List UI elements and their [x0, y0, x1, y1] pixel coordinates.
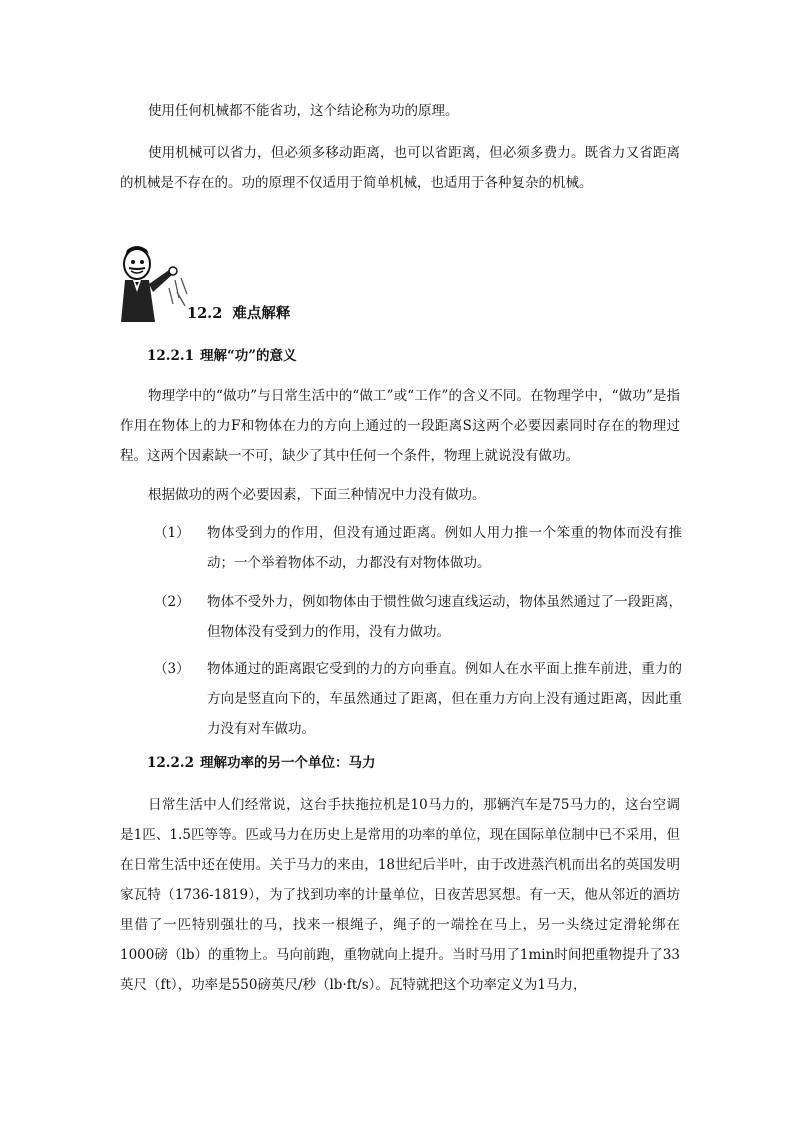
subsection-number: 12.2.2 [147, 755, 194, 771]
section-heading [187, 301, 290, 327]
sub1-paragraph-2: 根据做功的两个必要因素，下面三种情况中力没有做功。 [148, 487, 486, 503]
list-item-text: 物体受到力的作用，但没有通过距离。例如人用力推一个笨重的物体而没有推动；一个举着物体不动，力都没有对物体做功。 [207, 525, 682, 571]
list-item [154, 654, 682, 744]
list-item-text: 物体不受外力，例如物体由于惯性做匀速直线运动，物体虽然通过了一段距离，但物体没有受到力的作用，没有力做功。 [207, 594, 682, 640]
sub2-paragraph-1: 日常生活中人们经常说，这台手扶拖拉机是10马力的，那辆汽车是75马力的，这台空调是1匹、1.5匹等等。匹或马力在历史上是常用的功率的单位，现在国际单位制中已不采用，但在日常生活中还在使用。关于马力的来由，18世纪后半叶，由于改进蒸汽机而出名的英国发明家瓦特（1736-1819），为了找到功率的计量单位，日夜苦思冥想。有一天，他从邻近的酒坊里借了一匹特别强壮的马，找来一根绳子，绳子的一端拴在马上，另一头绕过定滑轮绑在1000磅（lb）的重物上。马向前跑，重物就向上提升。当时马用了1min时间把重物提升了33英尺（ft），功率是550磅英尺/秒（lb·ft/s）。瓦特就把这个功率定义为1马力， [120, 797, 680, 993]
list-marker: （3） [154, 661, 190, 677]
intro-paragraph-1: 使用任何机械都不能省功，这个结论称为功的原理。 [148, 103, 459, 119]
intro-paragraph-2: 使用机械可以省力，但必须多移动距离，也可以省距离，但必须多费力。既省力又省距离的机械是不存在的。功的原理不仅适用于简单机械，也适用于各种复杂的机械。 [120, 145, 680, 191]
list-item [154, 518, 682, 578]
list-marker: （1） [154, 525, 190, 541]
subsection-heading-2 [147, 750, 375, 776]
subsection-heading-1 [147, 343, 297, 369]
teacher-mascot-icon [115, 240, 195, 324]
list-marker: （2） [154, 594, 190, 610]
section-title: 难点解释 [232, 305, 291, 322]
subsection-number: 12.2.1 [147, 348, 194, 364]
subsection-title: 理解“功”的意义 [199, 348, 297, 364]
sub1-paragraph-1: 物理学中的“做功”与日常生活中的“做工”或“工作”的含义不同。在物理学中，“做功”是指作用在物体上的力F和物体在力的方向上通过的一段距离S这两个必要因素同时存在的物理过程。这两个因素缺一不可，缺少了其中任何一个条件，物理上就说没有做功。 [120, 388, 680, 464]
list-item [154, 587, 682, 647]
list-item-text: 物体通过的距离跟它受到的力的方向垂直。例如人在水平面上推车前进，重力的方向是竖直向下的，车虽然通过了距离，但在重力方向上没有通过距离，因此重力没有对车做功。 [207, 661, 682, 737]
section-number: 12.2 [187, 305, 223, 322]
subsection-title: 理解功率的另一个单位：马力 [199, 755, 376, 771]
